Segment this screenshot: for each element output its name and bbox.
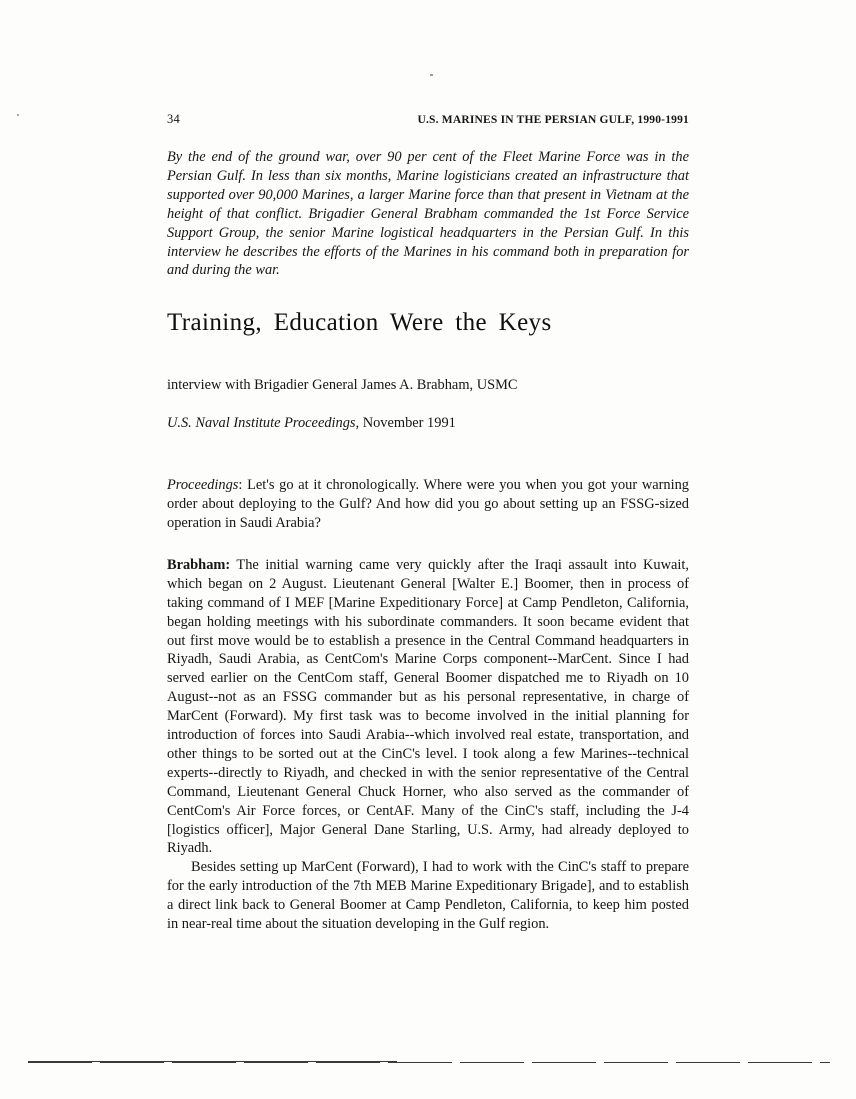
source-line: [167, 414, 689, 433]
question-speaker-label: Proceedings: [167, 477, 239, 494]
page-number: 34: [167, 112, 180, 126]
answer-paragraph-2: Besides setting up MarCent (Forward), I had to work with the CinC's staff to prepare for the early introduction of the 7th MEB Marine Expeditionary Brigade], and to establish a direct link back to General Boomer at Camp Pendleton, California, to keep him posted in near-real time about the situation developing in the Gulf region.: [167, 859, 689, 933]
article-title: Training, Education Were the Keys: [167, 309, 552, 337]
page-content: [167, 112, 689, 934]
running-header: U.S. MARINES IN THE PERSIAN GULF, 1990-1991: [417, 114, 689, 126]
source-date: , November 1991: [355, 415, 456, 432]
page-header: [167, 112, 689, 127]
question-text: : Let's go at it chronologically. Where were you when you got your warning order about deploying to the Gulf? And how did you go about setting up an FSSG-sized operation in Saudi Arabia?: [167, 477, 689, 531]
page-bottom-rule: [28, 1061, 830, 1063]
answer-speaker-label: Brabham:: [167, 556, 231, 573]
source-publication: U.S. Naval Institute Proceedings: [167, 415, 356, 432]
intro-paragraph: By the end of the ground war, over 90 per cent of the Fleet Marine Force was in the Persian Gulf. In less than six months, Marine logisticians created an infrastructure that supported over 90,000 Marines, a larger Marine force than that present in Vietnam at the height of that conflict. Brigadier General Brabham commanded the 1st Force Service Support Group, the senior Marine logistical headquarters in the Persian Gulf. In this interview he describes the efforts of the Marines in his command both in preparation for and during the war.: [167, 149, 689, 279]
byline: interview with Brigadier General James A. Brabham, USMC: [167, 377, 518, 394]
question-paragraph: [167, 476, 689, 533]
scan-speck: [430, 74, 433, 76]
scan-speck: [17, 114, 19, 116]
answer-text: The initial warning came very quickly after the Iraqi assault into Kuwait, which began on 2 August. Lieutenant General [Walter E.] Boomer, then in process of taking command of I MEF [Marine Expeditionary Force] at Camp Pendleton, California, began holding meetings with his subordinate commanders. It soon became evident that out first move would be to establish a presence in the Central Command headquarters in Riyadh, Saudi Arabia, as CentCom's Marine Corps component--MarCent. Since I had served earlier on the CentCom staff, General Boomer dispatched me to Riyadh on 10 August--not as an FSSG commander but as his personal representative, in charge of MarCent (Forward). My first task was to become involved in the initial planning for introduction of forces into Saudi Arabia--which involved real estate, transportation, and other things to be sorted out at the CinC's level. I took along a few Marines--technical experts--directly to Riyadh, and checked in with the senior representative of the Central Command, Lieutenant General Chuck Horner, who also served as the commander of CentCom's Air Force forces, or CentAF. Many of the CinC's staff, including the J-4 [logistics officer], Major General Dane Starling, U.S. Army, had already deployed to Riyadh.: [167, 556, 689, 857]
answer-paragraph: [167, 556, 689, 859]
